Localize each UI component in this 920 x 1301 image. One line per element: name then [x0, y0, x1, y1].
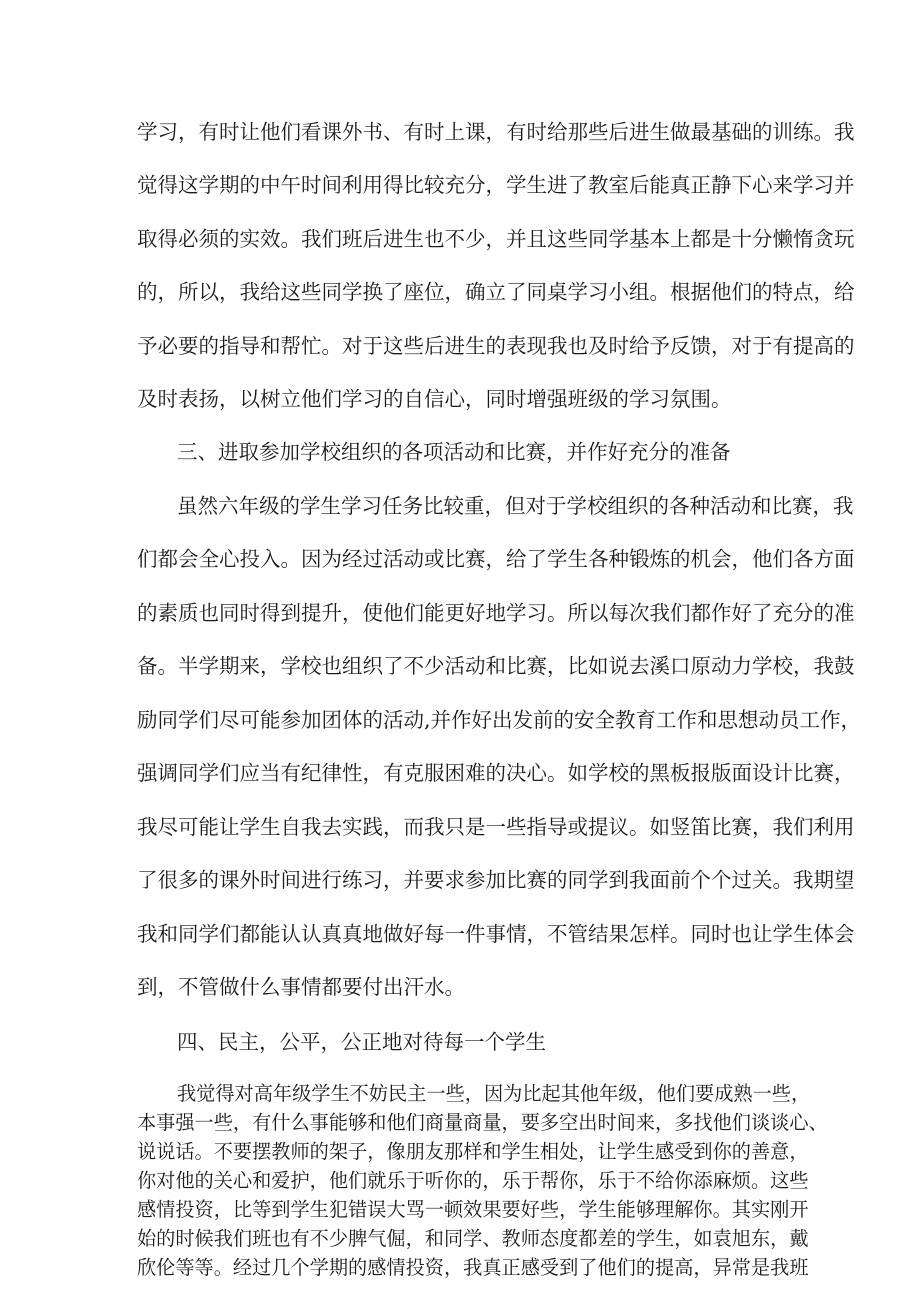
text-line: 虽然六年级的学生学习任务比较重，但对于学校组织的各种活动和比赛，我: [177, 494, 854, 518]
text-line: 予必要的指导和帮忙。对于这些后进生的表现我也及时给予反馈，对于有提高的: [137, 334, 855, 358]
text-line: 我尽可能让学生自我去实践，而我只是一些指导或提议。如竖笛比赛，我们利用: [137, 815, 855, 839]
text-line: 的素质也同时得到提升，使他们能更好地学习。所以每次我们都作好了充分的准: [137, 601, 855, 625]
text-line: 始的时候我们班也有不少脾气倔，和同学、教师态度都差的学生，如袁旭东，戴: [137, 1227, 809, 1250]
text-line: 欣伦等等。经过几个学期的感情投资，我真正感受到了他们的提高，异常是我班: [137, 1256, 809, 1279]
text-line: 觉得这学期的中午时间利用得比较充分，学生进了教室后能真正静下心来学习并: [137, 173, 855, 197]
text-line: 到，不管做什么事情都要付出汗水。: [137, 975, 465, 999]
text-line: 备。半学期来，学校也组织了不少活动和比赛，比如说去溪口原动力学校，我鼓: [137, 654, 855, 678]
text-line: 我和同学们都能认认真真地做好每一件事情，不管结果怎样。同时也让学生体会: [137, 922, 855, 946]
text-line: 取得必须的实效。我们班后进生也不少，并且这些同学基本上都是十分懒惰贪玩: [137, 227, 855, 251]
section-heading-4: 四、民主，公平，公正地对待每一个学生: [177, 1030, 546, 1054]
section-heading-3: 三、进取参加学校组织的各项活动和比赛，并作好充分的准备: [177, 440, 731, 464]
text-line: 强调同学们应当有纪律性，有克服困难的决心。如学校的黑板报版面设计比赛，: [137, 761, 855, 785]
text-line: 的，所以，我给这些同学换了座位，确立了同桌学习小组。根据他们的特点，给: [137, 280, 855, 304]
text-line: 了很多的课外时间进行练习，并要求参加比赛的同学到我面前个个过关。我期望: [137, 868, 855, 892]
text-line: 你对他的关心和爱护，他们就乐于听你的，乐于帮你，乐于不给你添麻烦。这些: [137, 1169, 809, 1192]
text-line: 及时表扬，以树立他们学习的自信心，同时增强班级的学习氛围。: [137, 387, 732, 411]
text-line: 励同学们尽可能参加团体的活动,并作好出发前的安全教育工作和思想动员工作，: [137, 708, 862, 732]
text-line: 学习，有时让他们看课外书、有时上课，有时给那些后进生做最基础的训练。我: [137, 120, 855, 144]
text-line: 说说话。不要摆教师的架子，像朋友那样和学生相处，让学生感受到你的善意，: [137, 1140, 809, 1163]
text-line: 本事强一些，有什么事能够和他们商量商量，要多空出时间来，多找他们谈谈心、: [137, 1111, 828, 1134]
text-line: 们都会全心投入。因为经过活动或比赛，给了学生各种锻炼的机会，他们各方面: [137, 547, 855, 571]
text-line: 感情投资，比等到学生犯错误大骂一顿效果要好些，学生能够理解你。其实刚开: [137, 1198, 809, 1221]
text-line: 我觉得对高年级学生不妨民主一些，因为比起其他年级，他们要成熟一些，: [177, 1082, 811, 1105]
